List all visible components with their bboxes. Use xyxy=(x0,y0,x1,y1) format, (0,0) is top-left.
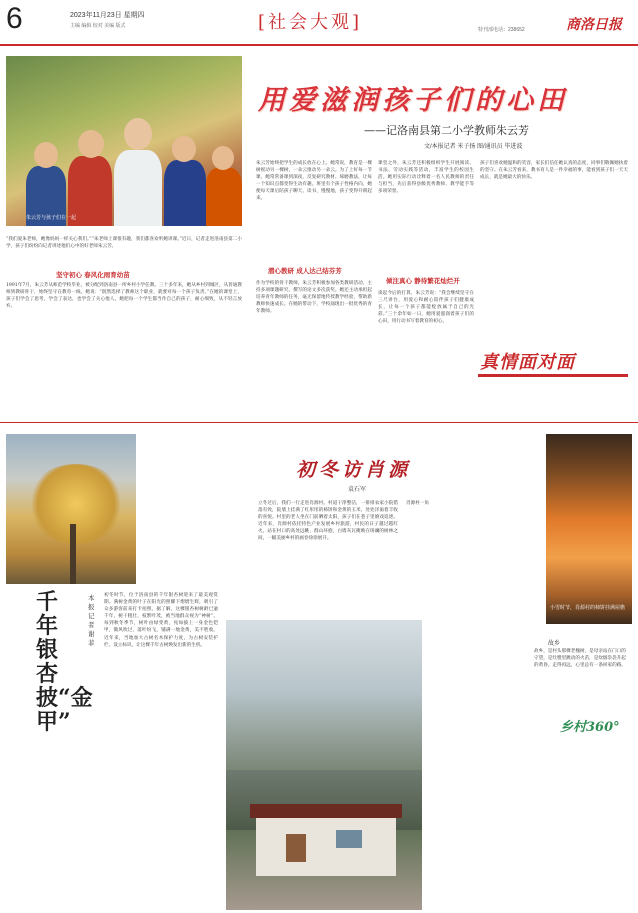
issue-date: 2023年11月23日 星期四 xyxy=(70,12,145,19)
poem-title: 故乡 xyxy=(548,640,561,647)
issue-staff: 主编 编辑 校对 美编 版式 xyxy=(70,23,126,29)
column-e: 谈起今后的打算，朱云芳说：“我会继续坚守在三尺讲台，用爱心和耐心陪伴孩子们健康成长，让每一个孩子都能绽放属于自己的光彩。”三十余年如一日，她用爱滋润着孩子们的心田，用行动书写着教育的初心。 xyxy=(378,291,474,325)
headline-teacher: 用爱滋润孩子们的心田 xyxy=(258,85,568,116)
poem-text: 故乡，是村头那棵老槐树，是母亲站在门口的守望，是灶膛里跳动的火苗，是炊烟袅袅升起的黄昏。走得再远，心里总有一条回家的路。 xyxy=(534,649,626,668)
newspaper-logo: 商洛日报 xyxy=(566,17,622,33)
persimmon-caption: 小雪时节，肖源村的柿饼挂满屋檐 xyxy=(550,605,626,611)
byline-teacher: 文/本报记者 米子扬 图/通讯员 毕进波 xyxy=(424,144,523,150)
village-text-b: 肖源村一角 xyxy=(406,501,429,506)
teacher-photo xyxy=(6,56,242,226)
village-author: 袁石军 xyxy=(348,486,367,493)
persimmon-photo xyxy=(546,434,632,624)
ginkgo-photo xyxy=(6,434,136,584)
heading-a: 坚守初心 春风化雨育幼苗 xyxy=(56,271,130,279)
section-title: [社会大观] xyxy=(258,12,363,33)
column-a: 1991年7月，朱云芳从师范学校毕业，被分配到洛南县一所乡村小学任教。三十多年来，她从乡村到城区，从普通教师到教研骨干，始终坚守在教育一线。她说：“既然选择了教师这个职业，就要对每一个孩子负责。”在她的课堂上，孩子们学会了思考，学会了表达，也学会了关心他人。她把每一个学生都当作自己的孩子，耐心细致，从不轻言放弃。 xyxy=(6,283,242,310)
masthead xyxy=(0,0,638,46)
ginkgo-title: 千年银杏披“金甲” xyxy=(36,589,93,735)
rural-tag: 乡村360° xyxy=(560,720,620,735)
village-photo xyxy=(226,620,422,910)
column-c: 作为学校的骨干教师，朱云芳积极参加各类教研活动，主持多项课题研究，撰写的论文多次获奖。她还主动承担起培养青年教师的任务，毫无保留地传授教学经验，帮助新教师快速成长。在她的带动下，学校涌现出一批优秀的青年教师。 xyxy=(256,281,372,315)
subhead-teacher: ——记洛南县第二小学教师朱云芳 xyxy=(364,124,529,137)
column-d: 课堂之外，朱云芳还积极组织学生开展阅读、书法、劳动实践等活动，丰富学生的校园生活。她用实际行动诠释着一名人民教师的责任与担当，先后获得县级优秀教师、教学能手等多项荣誉。 xyxy=(378,161,474,195)
village-text-a: 立冬过后，我们一行走进肖源村。村道干净整洁，一排排农家小院错落有致，院墙上挂满了红彤彤的柿饼和金黄的玉米，处处洋溢着丰收的喜悦。村里的老人坐在门前晒着太阳，孩子们在巷子里嬉戏追逐。近年来，肖源村依托特色产业发展乡村旅游，村民的日子越过越红火。站在村口的高处远眺，群山环抱，白墙灰瓦掩映在斑斓的树林之间，一幅美丽乡村的画卷徐徐展开。 xyxy=(258,501,398,542)
editor-contact: 特刊部电话：238652 xyxy=(478,27,525,33)
photo-caption: 朱云芳与孩子们在一起 xyxy=(26,215,77,221)
column-title-bar xyxy=(478,374,628,377)
heading-b: 潜心教研 成人达己结芬芳 xyxy=(268,267,342,275)
page-number: 6 xyxy=(6,2,23,35)
intro-text: “我们爱朱老师，她像妈妈一样关心我们。”“朱老师上课很有趣，我们都喜欢听她讲课。”近日，记者走进洛南县第二小学，孩子们纷纷向记者讲述他们心中的好老师朱云芳。 xyxy=(6,237,242,250)
column-b: 朱云芳始终把学生的成长放在心上。她常说，教育是一棵树摇动另一棵树，一朵云推动另一朵云。为了上好每一节课，她常常备课到深夜，反复研究教材、琢磨教法，让每一个知识点都变得生动有趣。班里有个孩子性格内向，她便每天课后陪孩子聊天、读书，慢慢地，孩子变得开朗起来。 xyxy=(256,161,372,202)
ginkgo-text: 初冬时节，位于洛南县的千年银杏树迎来了最美观赏期。满树金黄的叶子在阳光的照耀下熠熠生辉，吸引了众多游客前来打卡拍照。据了解，这棵银杏树树龄已逾千年，树干粗壮，枝繁叶茂，被当地群众视为“神树”。每到秋冬季节，树叶由绿变黄，宛如披上一身金色铠甲，微风吹过，落叶纷飞，铺满一地金黄，美不胜收。近年来，当地加大古树名木保护力度，为古树安装护栏、设立标识，让这棵千年古树焕发出新的生机。 xyxy=(104,593,218,648)
ginkgo-author: 本报记者 谢菲 xyxy=(88,594,95,647)
section-divider xyxy=(0,422,638,423)
column-f: 孩子们喜欢她温和的笑容，家长们信任她认真的态度，同事们敬佩她执着的坚守。在朱云芳看来，教书育人是一件幸福的事，能看到孩子们一天天成长，就是她最大的快乐。 xyxy=(480,161,628,181)
headline-village: 初冬访肖源 xyxy=(296,459,412,481)
heading-c: 倾注真心 静待繁花灿烂开 xyxy=(386,277,460,285)
column-title: 真情面对面 xyxy=(480,352,575,373)
